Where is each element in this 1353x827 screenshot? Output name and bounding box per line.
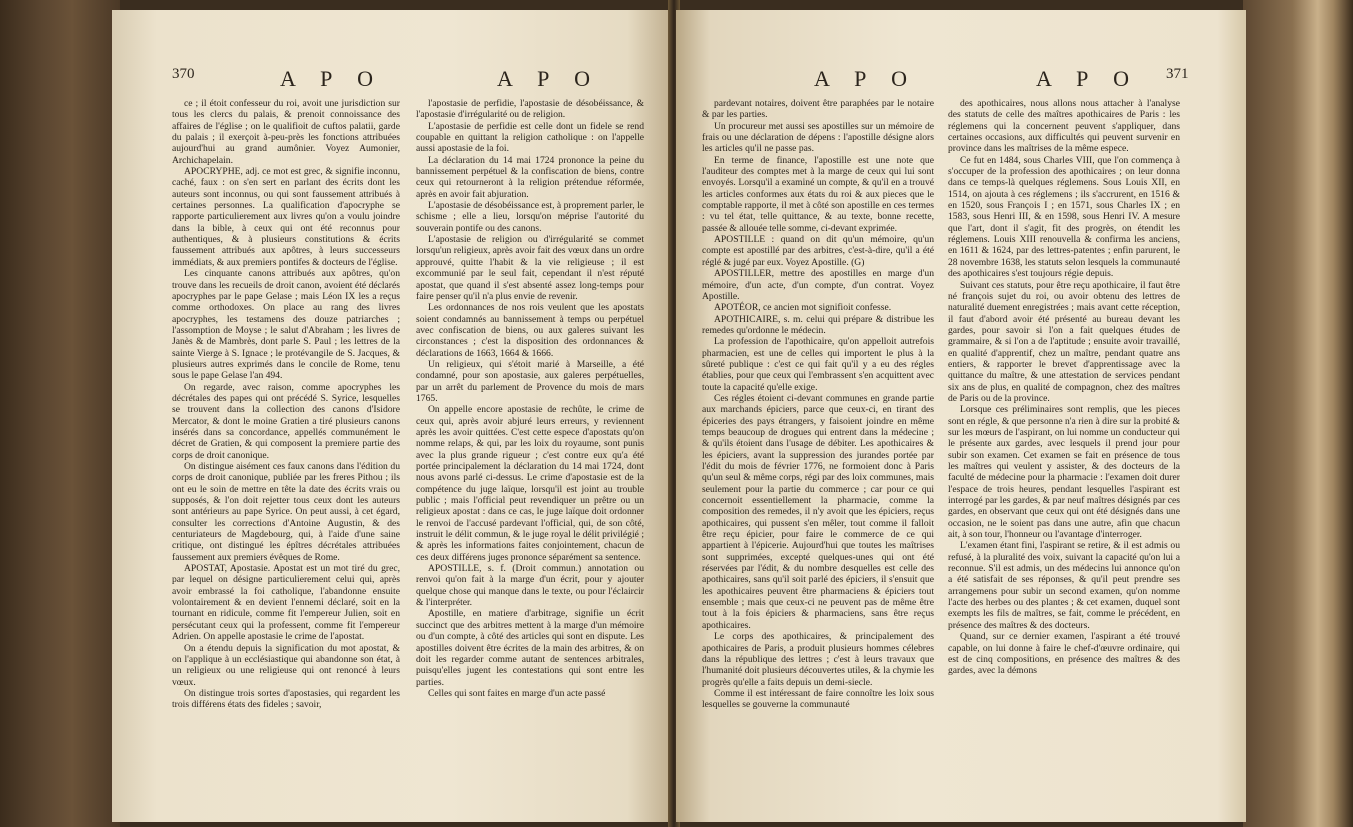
paragraph: APOCRYPHE, adj. ce mot est grec, & signifie inconnu, caché, faux : on s'en sert en parlant des écrits dont les auteurs sont inconnus, ou qui sont faussement attribués à certaines personnes. La qualification d'apocryphe se rapporte particulierement aux livres qu'on a voulu joindre dans la bible, à ceux qui ont été reconnus pour authentiques, & à plusieurs constitutions & écrits faussement attribués aux apôtres, à leurs successeurs immédiats, & aux premiers pontifes & docteurs de l'église. [172, 166, 400, 268]
paragraph: Quand, sur ce dernier examen, l'aspirant a été trouvé capable, on lui donne à faire le chef-d'œuvre ordinaire, qui est de cinq compositions, en présence des maîtres & des gardes, avec la démons [948, 631, 1180, 677]
page-number-right: 371 [1166, 66, 1189, 82]
paragraph: On regarde, avec raison, comme apocryphes les décrétales des papes qui ont précédé S. Syrice, lesquelles se trouvent dans la collection des canons d'Isidore Mercator, & dont le moine Gratien a tiré plusieurs canons insérés dans sa concordance, appellés communément le décret de Gratien, & qui composent la premiere partie des corps de droit canonique. [172, 381, 400, 461]
paragraph: Comme il est intéressant de faire connoître les loix sous lesquelles se gouverne la communauté [702, 687, 934, 711]
paragraph: Un religieux, qui s'étoit marié à Marseille, a été condamné, pour son apostasie, aux galeres perpétuelles, par un arrêt du parlement de Provence du mois de mars 1765. [416, 358, 644, 404]
paragraph: On a étendu depuis la signification du mot apostat, & on l'applique à un ecclésiastique qui abandonne son état, à un religieux ou une religieuse qui ont renoncé à leurs vœux. [172, 642, 400, 688]
paragraph: APOSTILLE : quand on dit qu'un mémoire, qu'un compte est apostillé par des arbitres, c'est-à-dire, qu'il a été réglé & jugé par eux. Voyez Apostille. (G) [702, 234, 934, 268]
paragraph: Apostille, en matiere d'arbitrage, signifie un écrit succinct que des arbitres mettent à la marge d'un mémoire ou d'un compte, à côté des articles qui sont en dispute. Les apostilles doivent être écrites de la main des arbitres, & on doit les regarder comme autant de sentences arbitrales, puisqu'elles jugent les contestations qui sont entre les parties. [416, 608, 644, 688]
paragraph: Un procureur met aussi ses apostilles sur un mémoire de frais ou une déclaration de dépens : l'apostille désigne alors les articles qu'il ne passe pas. [702, 120, 934, 155]
paragraph: Le corps des apothicaires, & principalement des apothicaires de Paris, a produit plusieurs hommes célebres dans la république des lettres ; c'est à leurs travaux que l'humanité doit plusieurs découvertes utiles, & la chymie les progrès qu'elle a faits depuis un demi-siecle. [702, 631, 934, 688]
right-column-2 [948, 98, 1180, 806]
left-column-2 [416, 98, 644, 806]
running-head-left-a: A P O [280, 66, 383, 91]
paragraph: APOTHICAIRE, s. m. celui qui prépare & distribue les remedes qu'ordonne le médecin. [702, 313, 934, 336]
paragraph: Celles qui sont faites en marge d'un acte passé [428, 687, 606, 699]
paragraph: l'apostasie de perfidie, l'apostasie de désobéissance, & l'apostasie d'irrégularité ou de religion. [416, 98, 644, 121]
paragraph: Lorsque ces préliminaires sont remplis, que les pieces sont en régle, & que personne n'a rien à dire sur la probité & sur les mœurs de l'aspirant, on lui nomme un conducteur qui le présente aux gardes, avec lesquels il prend jour pour subir son examen. Cet examen se fait en présence de tous les maîtres qui veulent y assister, & des docteurs de la faculté de médecine pour la pharmacie : l'examen doit durer l'espace de trois heures, pendant lesquelles l'aspirant est interrogé par les gardes, & par neuf maîtres désignés par ces gardes, en observant que ceux qui ont été désignés dans une occasion, ne le soient pas dans une autre, afin que chacun ait, à son tour, l'honneur ou l'avantage d'interroger. [948, 404, 1180, 541]
running-head-right-b: A P O [1036, 66, 1139, 91]
paragraph: ce ; il étoit confesseur du roi, avoit une jurisdiction sur tous les clercs du palais, & prenoit connoissance des affaires de l'église ; on le qualifioit de cuftos palatii, garde du palais ; il exerçoit à-peu-près les fonctions attribuées aujourd'hui au grand aumônier. Voyez Aumonier, Archichapelain. [172, 98, 400, 166]
left-column-1 [172, 98, 400, 806]
right-column-1 [702, 98, 934, 806]
paragraph: APOSTAT, Apostasie. Apostat est un mot tiré du grec, par lequel on désigne particulierement celui qui, après avoir embrassé la foi catholique, l'abandonne ensuite volontairement & en devient l'ennemi déclaré, soit en la tournant en ridicule, comme fit l'empereur Julien, soit en persécutant ceux qui la professent, comme fit l'empereur Adrien. On appelle apostasie le crime de l'apostat. [172, 563, 400, 643]
paragraph: L'examen étant fini, l'aspirant se retire, & il est admis ou refusé, à la pluralité des voix, suivant la capacité qu'on lui a reconnue. S'il est admis, un des médecins lui annonce qu'on a été satisfait de ses réponses, & qu'il peut prendre ses arrangemens pour subir un second examen, qu'on nomme l'acte des herbes ou des plantes ; & cet examen, duquel sont exempts les fils de maîtres, se fait, comme le précédent, en présence des maîtres & des docteurs. [948, 540, 1180, 631]
left-page [112, 10, 672, 822]
paragraph: L'apostasie de religion ou d'irrégularité se commet lorsqu'un religieux, après avoir fait des vœux dans un ordre approuvé, quitte l'habit & la vie religieuse ; il est excommunié par le seul fait, cependant il n'est réputé apostat, que quand il s'est absenté assez long-temps pour faire penser qu'il n'a plus envie de revenir. [416, 234, 644, 302]
paragraph: Les ordonnances de nos rois veulent que les apostats soient condamnés au bannissement à temps ou perpétuel avec confiscation de biens, ou aux galeres suivant les circonstances ; c'est la disposition des ordonnances & déclarations de 1663, 1664 & 1666. [416, 302, 644, 359]
paragraph: L'apostasie de perfidie est celle dont un fidele se rend coupable en quittant la religion catholique : on l'appelle aussi apostasie de la foi. [416, 120, 644, 155]
paragraph: Ce fut en 1484, sous Charles VIII, que l'on commença à s'occuper de la profession des apothicaires ; on leur donna dans ce temps-là quelques réglemens. Sous Louis XII, en 1514, on ajouta à ces réglemens ; ils s'accrurent, en 1516 & en 1520, sous François I ; en 1571, sous Charles IX ; en 1583, sous Henri III, & en 1598, sous Henri IV. A mesure que l'art, dont il s'agit, fit des progrès, on étendit les réglemens. Louis XIII renouvella & confirma les anciens, en 1611 & 1624, par des lettres-patentes ; enfin parurent, le 28 novembre 1638, les statuts selon lesquels la communauté des apothicaires s'est toujours régie depuis. [948, 154, 1180, 280]
paragraph: pardevant notaires, doivent être paraphées par le notaire & par les parties. [702, 98, 934, 121]
paragraph: APOSTILLE, s. f. (Droit commun.) annotation ou renvoi qu'on fait à la marge d'un écrit, pour y ajouter quelque chose qui manque dans le texte, ou pour l'éclaircir & l'interpréter. [416, 563, 644, 609]
paragraph: Ces régles étoient ci-devant communes en grande partie aux marchands épiciers, parce que ceux-ci, en tirant des épiceries des pays étrangers, y faisoient joindre en même temps beaucoup de drogues qui entrent dans la médecine ; & qu'ils étoient dans l'usage de débiter. Les apothicaires & les épiciers, avant la suppression des jurandes portée par l'édit du mois de février 1776, ne formoient donc à Paris qu'un seul & même corps, régi par des loix communes, mais seulement pour la partie du commerce ; car pour ce qui concernoit essentiellement la pharmacie, comme la composition des remedes, il n'y avoit que les épiciers, reçus apothicaires, qui pussent s'en mêler, tout comme il falloit être reçu épicier, pour faire le commerce de ce qui appartient à l'épicerie. Aujourd'hui que toutes les maîtrises sont supprimées, excepté quelques-unes qui ont été réservées par l'édit, & du nombre desquelles est celle des apothicaires, sans qu'il soit parlé des épiciers, il s'ensuit que les apothicaires peuvent être pharmaciens & épiciers tout ensemble ; mais que ceux-ci ne peuvent pas de même être tout à la fois épiciers & pharmaciens, sans être reçus apothicaires. [702, 392, 934, 631]
paragraph: Suivant ces statuts, pour être reçu apothicaire, il faut être né françois sujet du roi, ou avoir obtenu des lettres de naturalité duement enregistrées ; mais avant cette réception, il faut d'abord avoir été présenté au bureau devant les gardes, pour savoir si l'on a fait quelques études de grammaire, & si l'on a de l'aptitude ; ensuite avoir travaillé, en qualité d'apprentif, chez un maître, pendant quatre ans entiers, & rapporter le brevet d'apprentissage avec la quittance du maître, & une attestation de services pendant six ans de plus, en qualité de compagnon, chez des maîtres de Paris ou de la province. [948, 279, 1180, 404]
running-head-right-a: A P O [814, 66, 917, 91]
paragraph: La profession de l'apothicaire, qu'on appelloit autrefois pharmacien, est une de celles qui importent le plus à la sûreté publique : c'est ce qui fait qu'il y a eu des régles établies, pour que ceux qui l'embrassent s'en acquittent avec toute la capacité qu'elle exige. [702, 336, 934, 393]
book-edge-right [1243, 0, 1353, 827]
paragraph: On distingue trois sortes d'apostasies, qui regardent les trois différens états des fideles ; savoir, [172, 687, 400, 711]
paragraph: La déclaration du 14 mai 1724 prononce la peine du bannissement perpétuel & la confiscation de biens, contre ceux qui retourneront à la religion prétendue réformée, après en avoir fait abjuration. [416, 154, 644, 200]
paragraph: des apothicaires, nous allons nous attacher à l'analyse des statuts de celle des maîtres apothicaires de Paris : les réglemens qui la concernent peuvent s'appliquer, dans certaines occasions, aux difficultés qui peuvent survenir en province dans les maîtrises de la même espece. [948, 98, 1180, 155]
paragraph: On distingue aisément ces faux canons dans l'édition du corps de droit canonique, publiée par les freres Pithou ; ils ont eu le soin de mettre en tête la date des écrits vrais ou supposés, & l'on doit rejetter tous ceux dont les auteurs sont antérieurs au pape Syrice. On peut aussi, à cet égard, consulter les corrections d'Antoine Augustin, & des centuriateurs de Magdebourg, qui, à l'aide d'une saine critique, ont distingué les épîtres décrétales attribuées faussement aux premiers évêques de Rome. [172, 461, 400, 563]
running-head-left-b: A P O [497, 66, 600, 91]
book-edge-left [0, 0, 120, 827]
page-number-left: 370 [172, 66, 195, 82]
paragraph: L'apostasie de désobéissance est, à proprement parler, le schisme ; elle a lieu, lorsqu'on méprise l'autorité du souverain pontife ou des canons. [416, 200, 644, 234]
paragraph: Les cinquante canons attribués aux apôtres, qu'on trouve dans les recueils de droit canon, avoient été déclarés apocryphes par le pape Gelase ; mais Léon IX les a reçus comme orthodoxes. On place au rang des livres apocryphes, les testamens des douze patriarches ; l'assomption de Moyse ; le salut d'Abraham ; les livres de Janès & de Mambrès, dont parle S. Paul ; les lettres de la sainte Vierge à S. Ignace ; le protévangile de S. Jacques, & plusieurs autres exprimés dans le concile de Rome, tenu sous le pape Gelase l'an 494. [172, 268, 400, 382]
paragraph: APOSTILLER, mettre des apostilles en marge d'un mémoire, d'un acte, d'un compte, d'un contrat. Voyez Apostille. [702, 268, 934, 302]
paragraph: APOTÉOR, ce ancien mot signifioit confesse. [714, 302, 892, 314]
right-page [676, 10, 1246, 822]
paragraph: On appelle encore apostasie de rechûte, le crime de ceux qui, après avoir abjuré leurs erreurs, y reviennent après les avoir quittées. C'est cette espece d'apostats qu'on nomme relaps, & qui, par les loix du royaume, sont punis avec la plus grande rigueur ; c'est contre eux qu'a été portée principalement la déclaration du 14 mai 1724, dont nous avons parlé ci-dessus. Le crime d'apostasie est de la compétence du juge laïque, lorsqu'il est joint au trouble public ; mais l'official peut revendiquer un prêtre ou un religieux apostat : dans ce cas, le juge laïque doit ordonner le renvoi de l'accusé pardevant l'official, qui, de son côté, instruit le délit commun, & le juge royal le délit privilégié ; & après les informations faites conjointement, chacun de ces deux différens juges prononce séparément sa sentence. [416, 404, 644, 563]
paragraph: En terme de finance, l'apostille est une note que l'auditeur des comptes met à la marge de ceux qui lui sont envoyés. Lorsqu'il a examiné un compte, & qu'il en a trouvé les articles conformes aux états du roi & aux pieces que le comptable rapporte, il met à côté son apostille en ces termes : vu tel état, telle quittance, & au texte, bonne recette, passée & allouée telle somme, ci-devant exprimée. [702, 154, 934, 234]
